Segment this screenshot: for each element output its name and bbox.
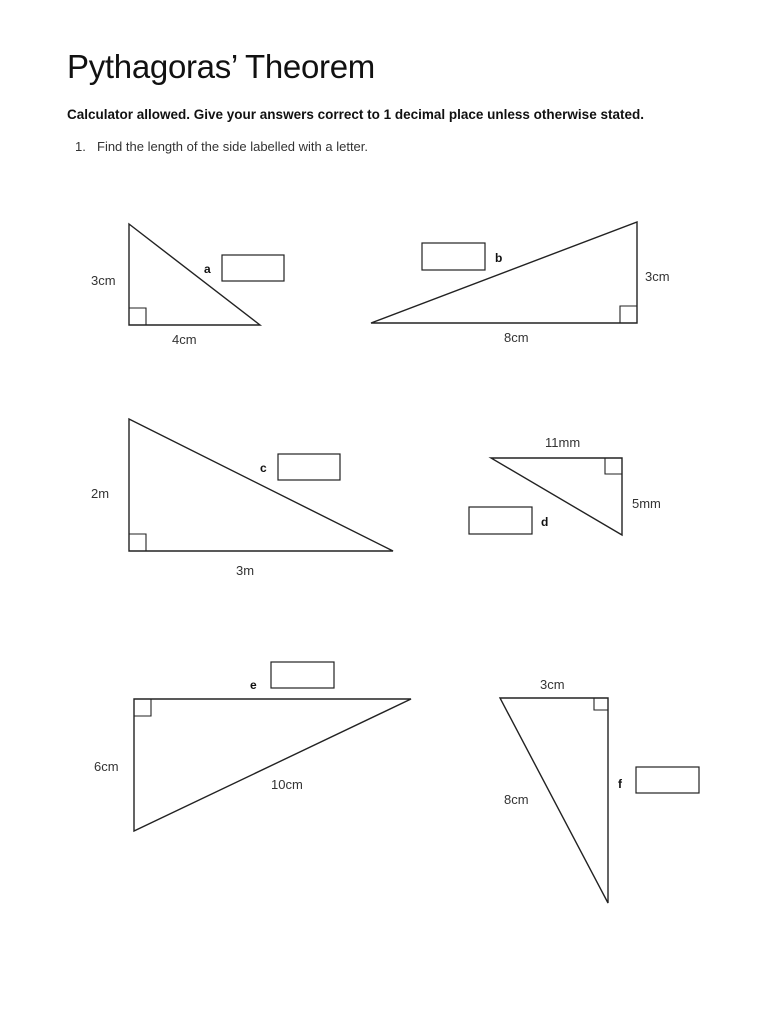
answer-box-e[interactable] — [271, 662, 334, 688]
right-angle-marker — [129, 308, 146, 325]
triangle-e-letter: e — [250, 678, 257, 692]
instructions: Calculator allowed. Give your answers correct to 1 decimal place unless otherwise stated. — [67, 107, 644, 122]
triangle-c-shape — [129, 419, 393, 551]
answer-box-d[interactable] — [469, 507, 532, 534]
triangle-c — [91, 419, 393, 578]
triangle-a-side-1: 3cm — [91, 273, 116, 288]
triangle-a — [91, 224, 284, 347]
triangle-d-side-1: 11mm — [545, 435, 581, 450]
triangle-e-shape — [134, 699, 411, 831]
answer-box-a[interactable] — [222, 255, 284, 281]
triangle-f-letter: f — [618, 777, 622, 791]
triangle-f-side-1: 3cm — [540, 677, 565, 692]
triangle-e — [94, 662, 411, 831]
triangle-f-side-2: 8cm — [504, 792, 529, 807]
right-angle-marker — [129, 534, 146, 551]
triangle-b-side-2: 8cm — [504, 330, 529, 345]
answer-box-b[interactable] — [422, 243, 485, 270]
triangle-d-side-2: 5mm — [632, 496, 661, 511]
triangle-b-letter: b — [495, 251, 503, 265]
triangle-e-side-1: 6cm — [94, 759, 119, 774]
triangle-a-side-2: 4cm — [172, 332, 197, 347]
question-text: Find the length of the side labelled with a letter. — [97, 139, 369, 154]
page-title: Pythagoras’ Theorem — [67, 48, 375, 85]
right-angle-marker — [134, 699, 151, 716]
triangle-b-shape — [371, 222, 637, 323]
right-angle-marker — [605, 458, 622, 474]
triangle-c-side-2: 3m — [236, 563, 255, 578]
question-number: 1. — [75, 139, 86, 154]
triangle-c-letter: c — [260, 461, 267, 475]
right-angle-marker — [594, 698, 608, 710]
triangle-c-side-1: 2m — [91, 486, 110, 501]
right-angle-marker — [620, 306, 637, 323]
triangle-d-letter: d — [541, 515, 549, 529]
triangle-e-side-2: 10cm — [271, 777, 303, 792]
triangle-b-side-1: 3cm — [645, 269, 670, 284]
triangle-a-letter: a — [204, 262, 211, 276]
answer-box-f[interactable] — [636, 767, 699, 793]
answer-box-c[interactable] — [278, 454, 340, 480]
triangle-b — [371, 222, 670, 345]
triangle-d — [469, 435, 661, 535]
triangle-f — [500, 677, 699, 903]
